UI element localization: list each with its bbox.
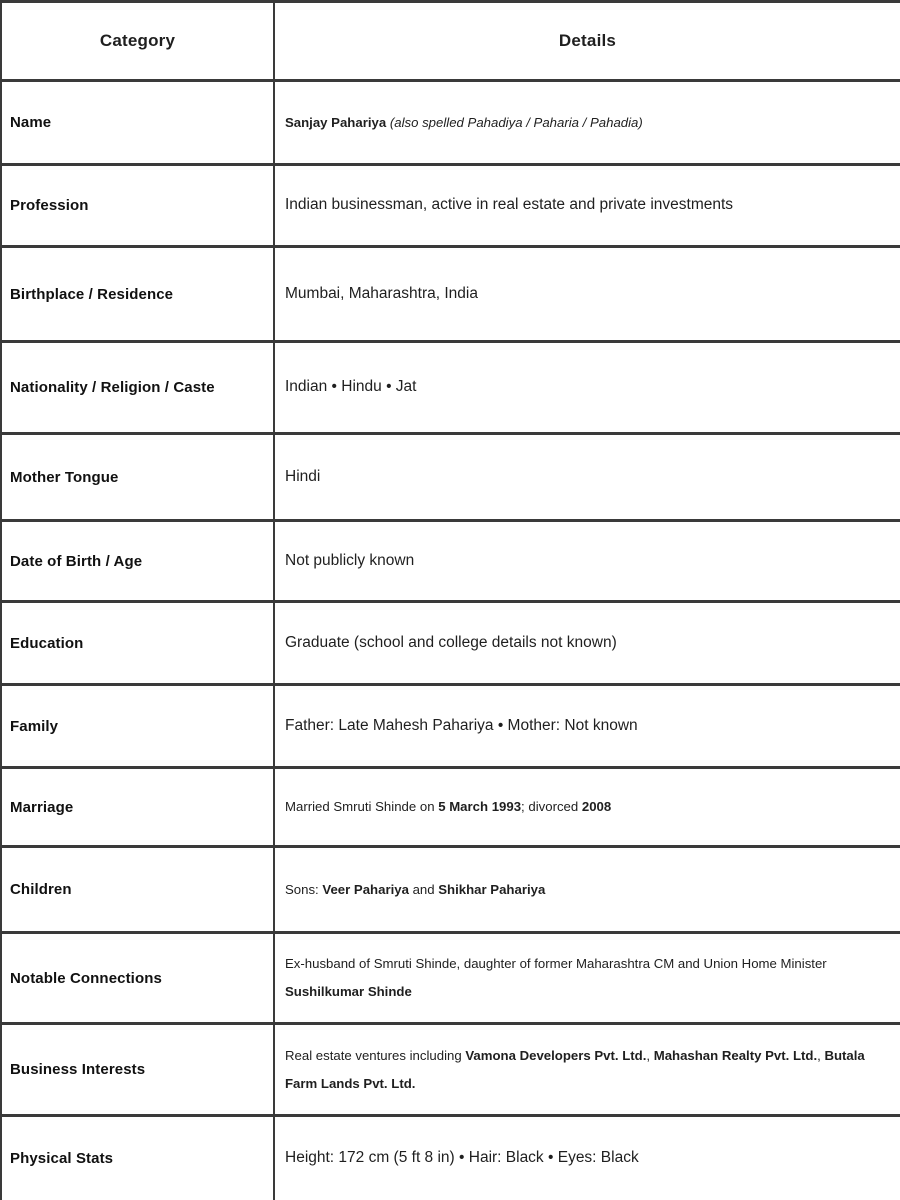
category-cell: Birthplace / Residence (1, 247, 274, 342)
details-bold-text: Veer Pahariya (322, 881, 409, 897)
details-cell (274, 602, 900, 685)
table-row (1, 81, 900, 165)
details-cell (274, 434, 900, 521)
details-text: ; divorced (521, 799, 582, 814)
details-text: and (408, 881, 439, 897)
details-text: Father: Late Mahesh Pahariya • Mother: Not known (285, 716, 638, 734)
details-bold-text: Vamona Developers Pvt. Ltd. (465, 1047, 647, 1063)
details-bold-text: 5 March 1993 (438, 799, 522, 814)
category-cell: Profession (1, 165, 274, 247)
category-cell: Date of Birth / Age (1, 521, 274, 602)
details-bold-text: Sanjay Pahariya (285, 114, 387, 130)
details-text: Graduate (school and college details not known) (285, 633, 617, 651)
details-cell (274, 768, 900, 847)
details-italic-text: (also spelled Pahadiya / Paharia / Pahadia) (389, 114, 643, 130)
category-cell: Mother Tongue (1, 434, 274, 521)
details-text: Height: 172 cm (5 ft 8 in) • Hair: Black • Eyes: Black (285, 1149, 639, 1167)
category-cell: Business Interests (1, 1024, 274, 1116)
table-row (1, 768, 900, 847)
details-text: , (646, 1047, 654, 1063)
details-bold-text: Mahashan Realty Pvt. Ltd. (653, 1047, 818, 1063)
details-text: Married Smruti Shinde on (285, 799, 439, 814)
details-text: Ex-husband of Smruti Shinde, daughter of former Maharashtra CM and Union Home Minister (285, 956, 827, 971)
category-cell: Notable Connections (1, 933, 274, 1024)
details-cell (274, 342, 900, 434)
table-row (1, 685, 900, 768)
header-category: Category (1, 2, 274, 81)
category-cell: Children (1, 847, 274, 933)
header-row (1, 2, 900, 81)
details-cell (274, 933, 900, 1024)
table-row (1, 847, 900, 933)
details-cell (274, 165, 900, 247)
table-header (1, 2, 900, 81)
category-cell: Physical Stats (1, 1116, 274, 1200)
header-details: Details (274, 2, 900, 81)
details-cell (274, 81, 900, 165)
category-cell: Family (1, 685, 274, 768)
details-bold-text: Shikhar Pahariya (438, 881, 546, 897)
table-row (1, 342, 900, 434)
details-text: Indian businessman, active in real estate and private investments (285, 196, 734, 214)
details-bold-text: 2008 (581, 799, 612, 814)
details-text: , (817, 1047, 825, 1063)
details-bold-text: Sushilkumar Shinde (285, 984, 412, 999)
details-text: Indian • Hindu • Jat (285, 378, 417, 396)
details-cell (274, 1024, 900, 1116)
details-text: Real estate ventures including (285, 1047, 466, 1063)
details-cell (274, 1116, 900, 1200)
table-row (1, 1024, 900, 1116)
table-row (1, 434, 900, 521)
details-text: Hindi (285, 467, 321, 485)
table-row (1, 521, 900, 602)
details-text: Sons: (285, 881, 323, 897)
details-cell (274, 685, 900, 768)
table-row (1, 165, 900, 247)
table-row (1, 933, 900, 1024)
details-text: Mumbai, Maharashtra, India (285, 284, 478, 302)
category-cell: Nationality / Religion / Caste (1, 342, 274, 434)
details-bold-text: Butala Farm Lands Pvt. Ltd. (285, 1047, 865, 1091)
details-cell (274, 847, 900, 933)
details-cell (274, 247, 900, 342)
details-text: Not publicly known (285, 551, 415, 569)
category-cell: Marriage (1, 768, 274, 847)
table-row (1, 602, 900, 685)
details-cell (274, 521, 900, 602)
table-row (1, 1116, 900, 1200)
category-cell: Education (1, 602, 274, 685)
category-cell: Name (1, 81, 274, 165)
table-body (1, 81, 900, 1200)
table-row (1, 247, 900, 342)
